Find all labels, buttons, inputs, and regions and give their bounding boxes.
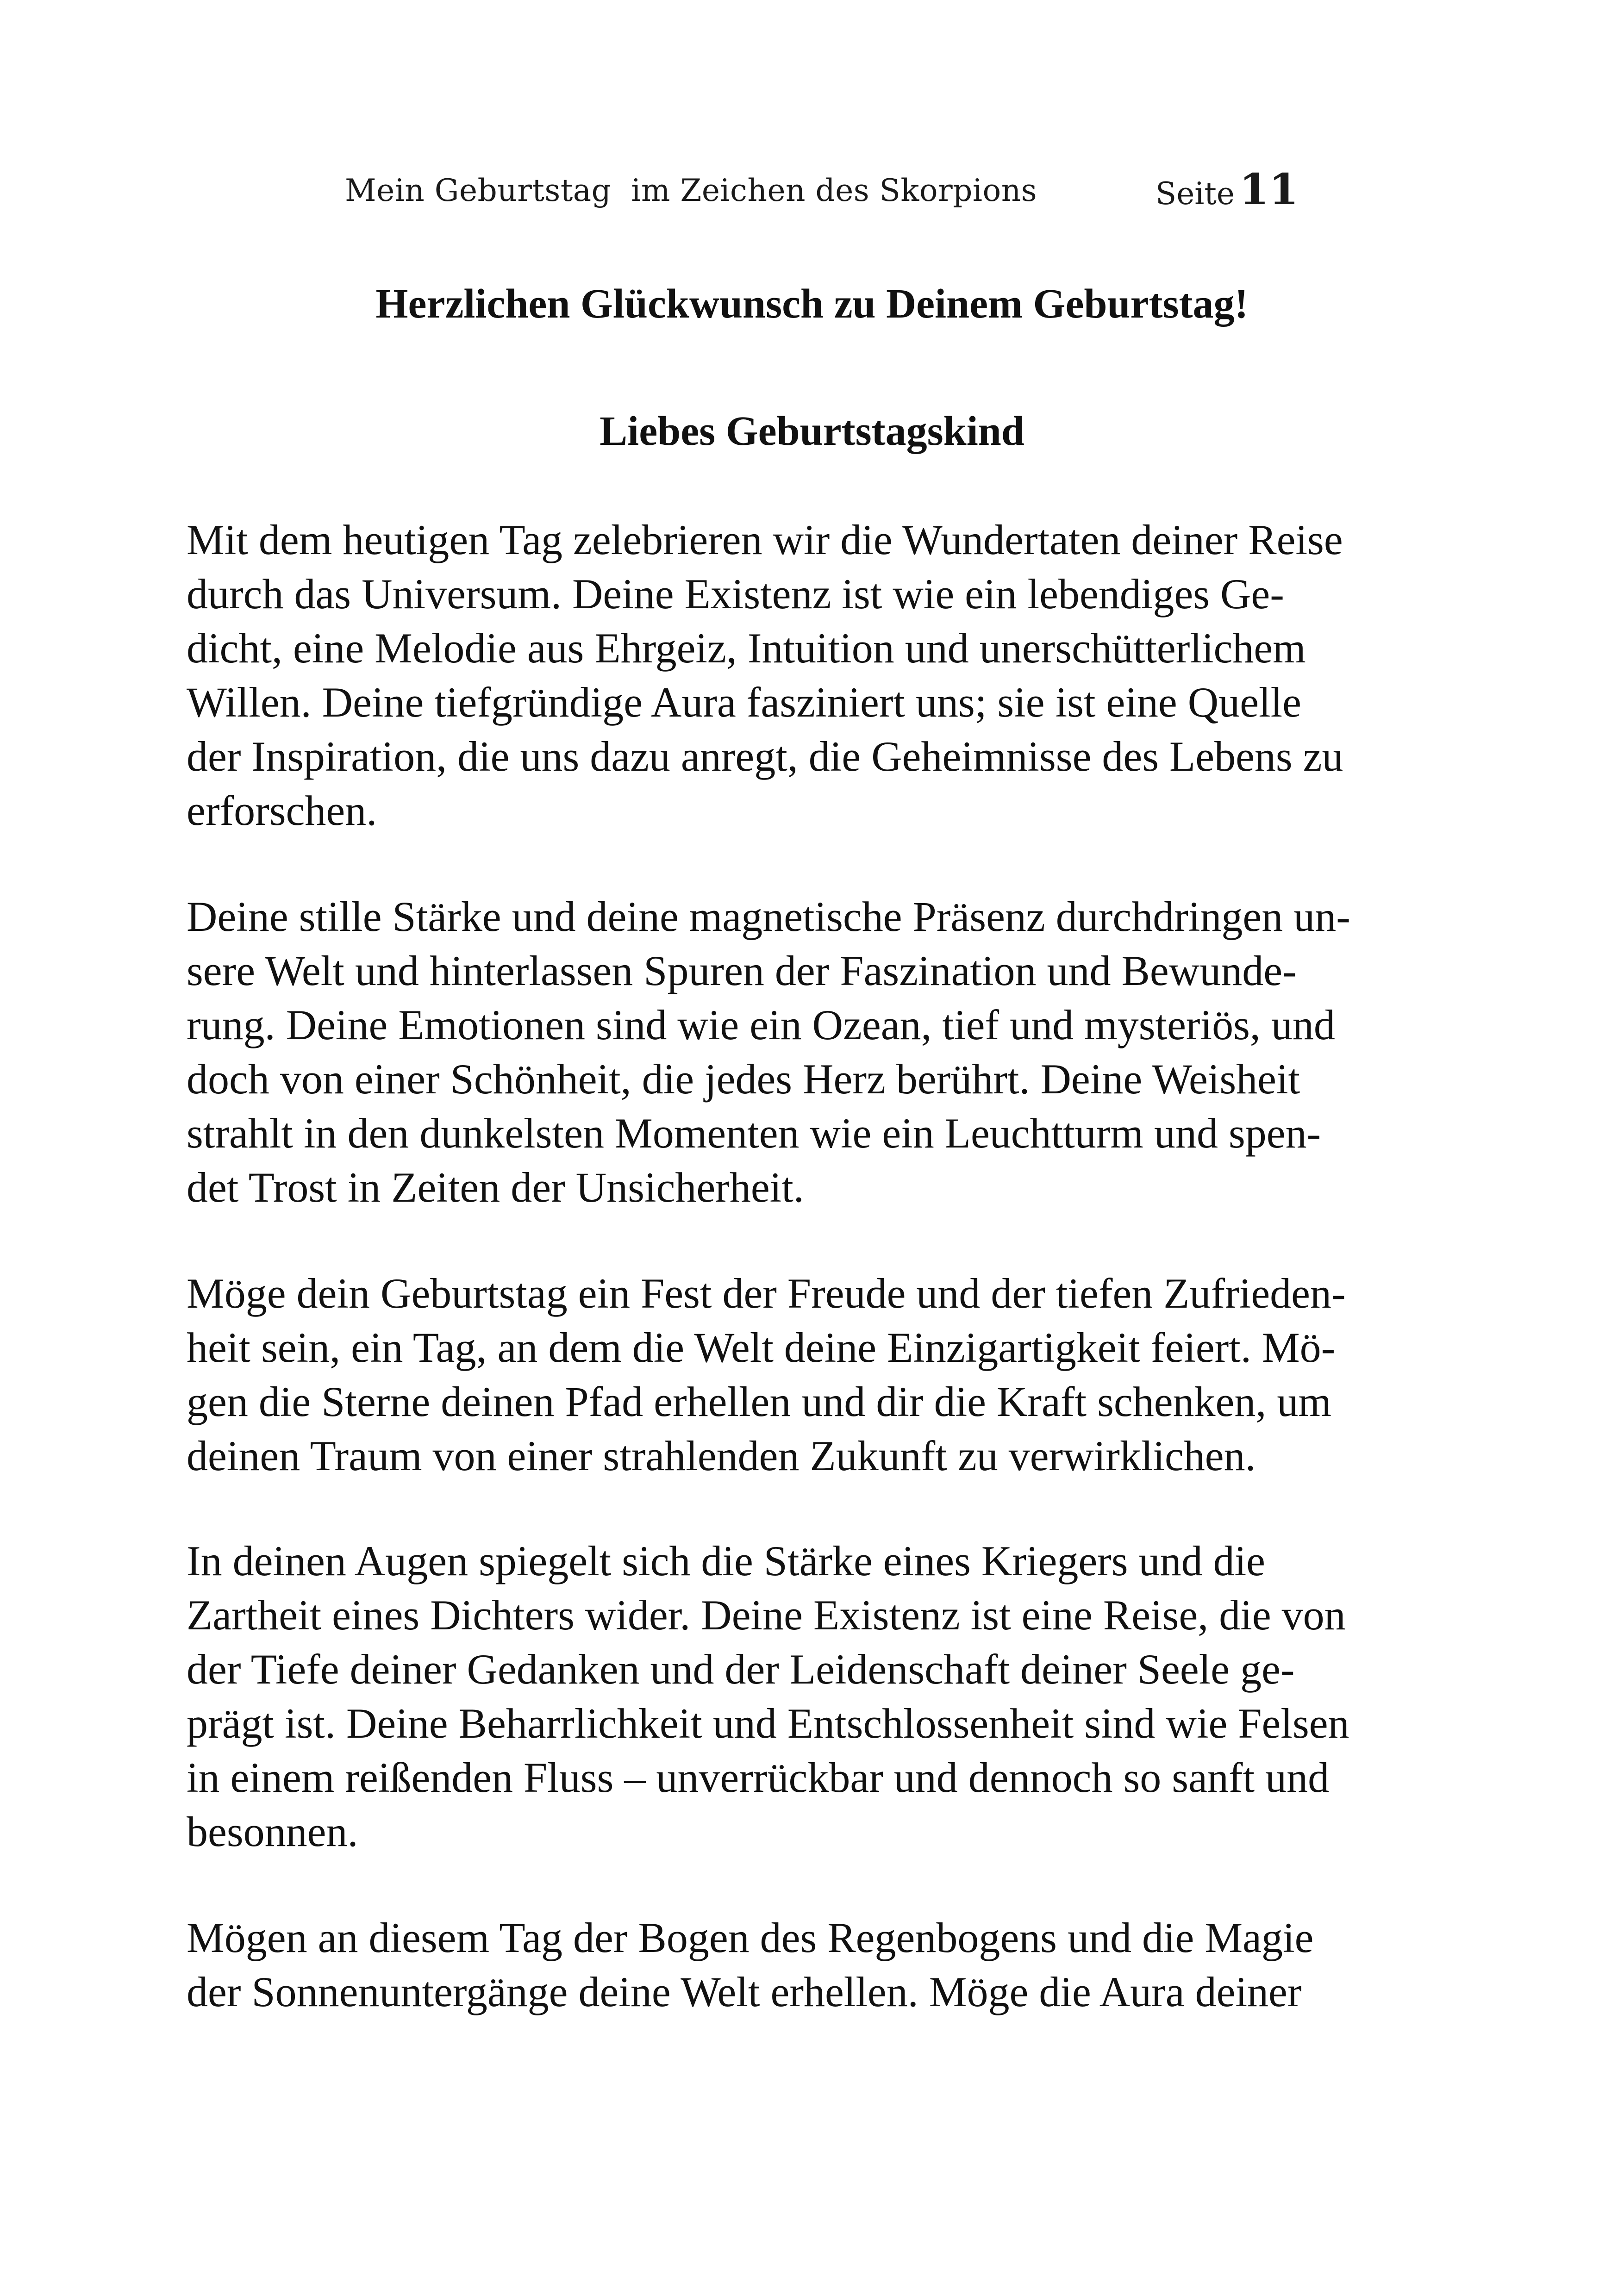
text-line: rung. Deine Emotionen sind wie ein Ozean, tief und mysteriös, und — [187, 1001, 1335, 1048]
salutation-heading: Liebes Geburtstagskind — [600, 408, 1024, 454]
text-line: Mit dem heutigen Tag zelebrieren wir die Wundertaten deiner Reise — [187, 516, 1343, 563]
text-line: deinen Traum von einer strahlenden Zukunft zu verwirklichen. — [187, 1432, 1256, 1479]
text-line: prägt ist. Deine Beharrlichkeit und Entschlossenheit sind wie Felsen — [187, 1700, 1349, 1747]
text-line: Zartheit eines Dichters wider. Deine Existenz ist eine Reise, die von — [187, 1591, 1346, 1639]
paragraph-1 — [187, 513, 1464, 838]
header-title: Mein Geburtstag im Zeichen des Skorpions — [345, 173, 1037, 208]
text-line: besonnen. — [187, 1808, 358, 1855]
text-line: der Sonnenuntergänge deine Welt erhellen. Möge die Aura deiner — [187, 1968, 1302, 2015]
page-number: 11 — [1239, 164, 1299, 214]
text-line: Deine stille Stärke und deine magnetische Präsenz durchdringen un- — [187, 893, 1350, 940]
text-line: strahlt in den dunkelsten Momenten wie ein Leuchtturm und spen- — [187, 1110, 1321, 1157]
running-header — [345, 164, 1299, 220]
paragraph-2 — [187, 890, 1464, 1215]
text-line: Mögen an diesem Tag der Bogen des Regenbogens und die Magie — [187, 1914, 1314, 1961]
text-line: In deinen Augen spiegelt sich die Stärke eines Kriegers und die — [187, 1537, 1266, 1584]
paragraph-3 — [187, 1266, 1464, 1483]
header-page-indicator — [1156, 164, 1299, 214]
text-line: gen die Sterne deinen Pfad erhellen und dir die Kraft schenken, um — [187, 1378, 1331, 1425]
page-label: Seite — [1156, 176, 1235, 212]
paragraph-5 — [187, 1911, 1464, 2019]
text-line: Willen. Deine tiefgründige Aura fasziniert uns; sie ist eine Quelle — [187, 679, 1301, 726]
text-line: in einem reißenden Fluss – unverrückbar und dennoch so sanft und — [187, 1754, 1330, 1801]
text-line: dicht, eine Melodie aus Ehrgeiz, Intuition und unerschütterlichem — [187, 624, 1306, 672]
text-line: erforschen. — [187, 787, 377, 834]
text-line: der Inspiration, die uns dazu anregt, die Geheimnisse des Lebens zu — [187, 733, 1343, 780]
text-line: der Tiefe deiner Gedanken und der Leidenschaft deiner Seele ge- — [187, 1646, 1295, 1693]
text-line: durch das Universum. Deine Existenz ist wie ein lebendiges Ge- — [187, 570, 1284, 617]
paragraph-4 — [187, 1534, 1464, 1859]
text-line: sere Welt und hinterlassen Spuren der Faszination und Bewunde- — [187, 947, 1297, 994]
text-line: doch von einer Schönheit, die jedes Herz berührt. Deine Weisheit — [187, 1055, 1300, 1103]
greeting-heading: Herzlichen Glückwunsch zu Deinem Geburtstag! — [375, 281, 1249, 327]
text-line: det Trost in Zeiten der Unsicherheit. — [187, 1164, 804, 1211]
text-line: Möge dein Geburtstag ein Fest der Freude und der tiefen Zufrieden- — [187, 1270, 1346, 1317]
text-line: heit sein, ein Tag, an dem die Welt deine Einzigartigkeit feiert. Mö- — [187, 1324, 1336, 1371]
